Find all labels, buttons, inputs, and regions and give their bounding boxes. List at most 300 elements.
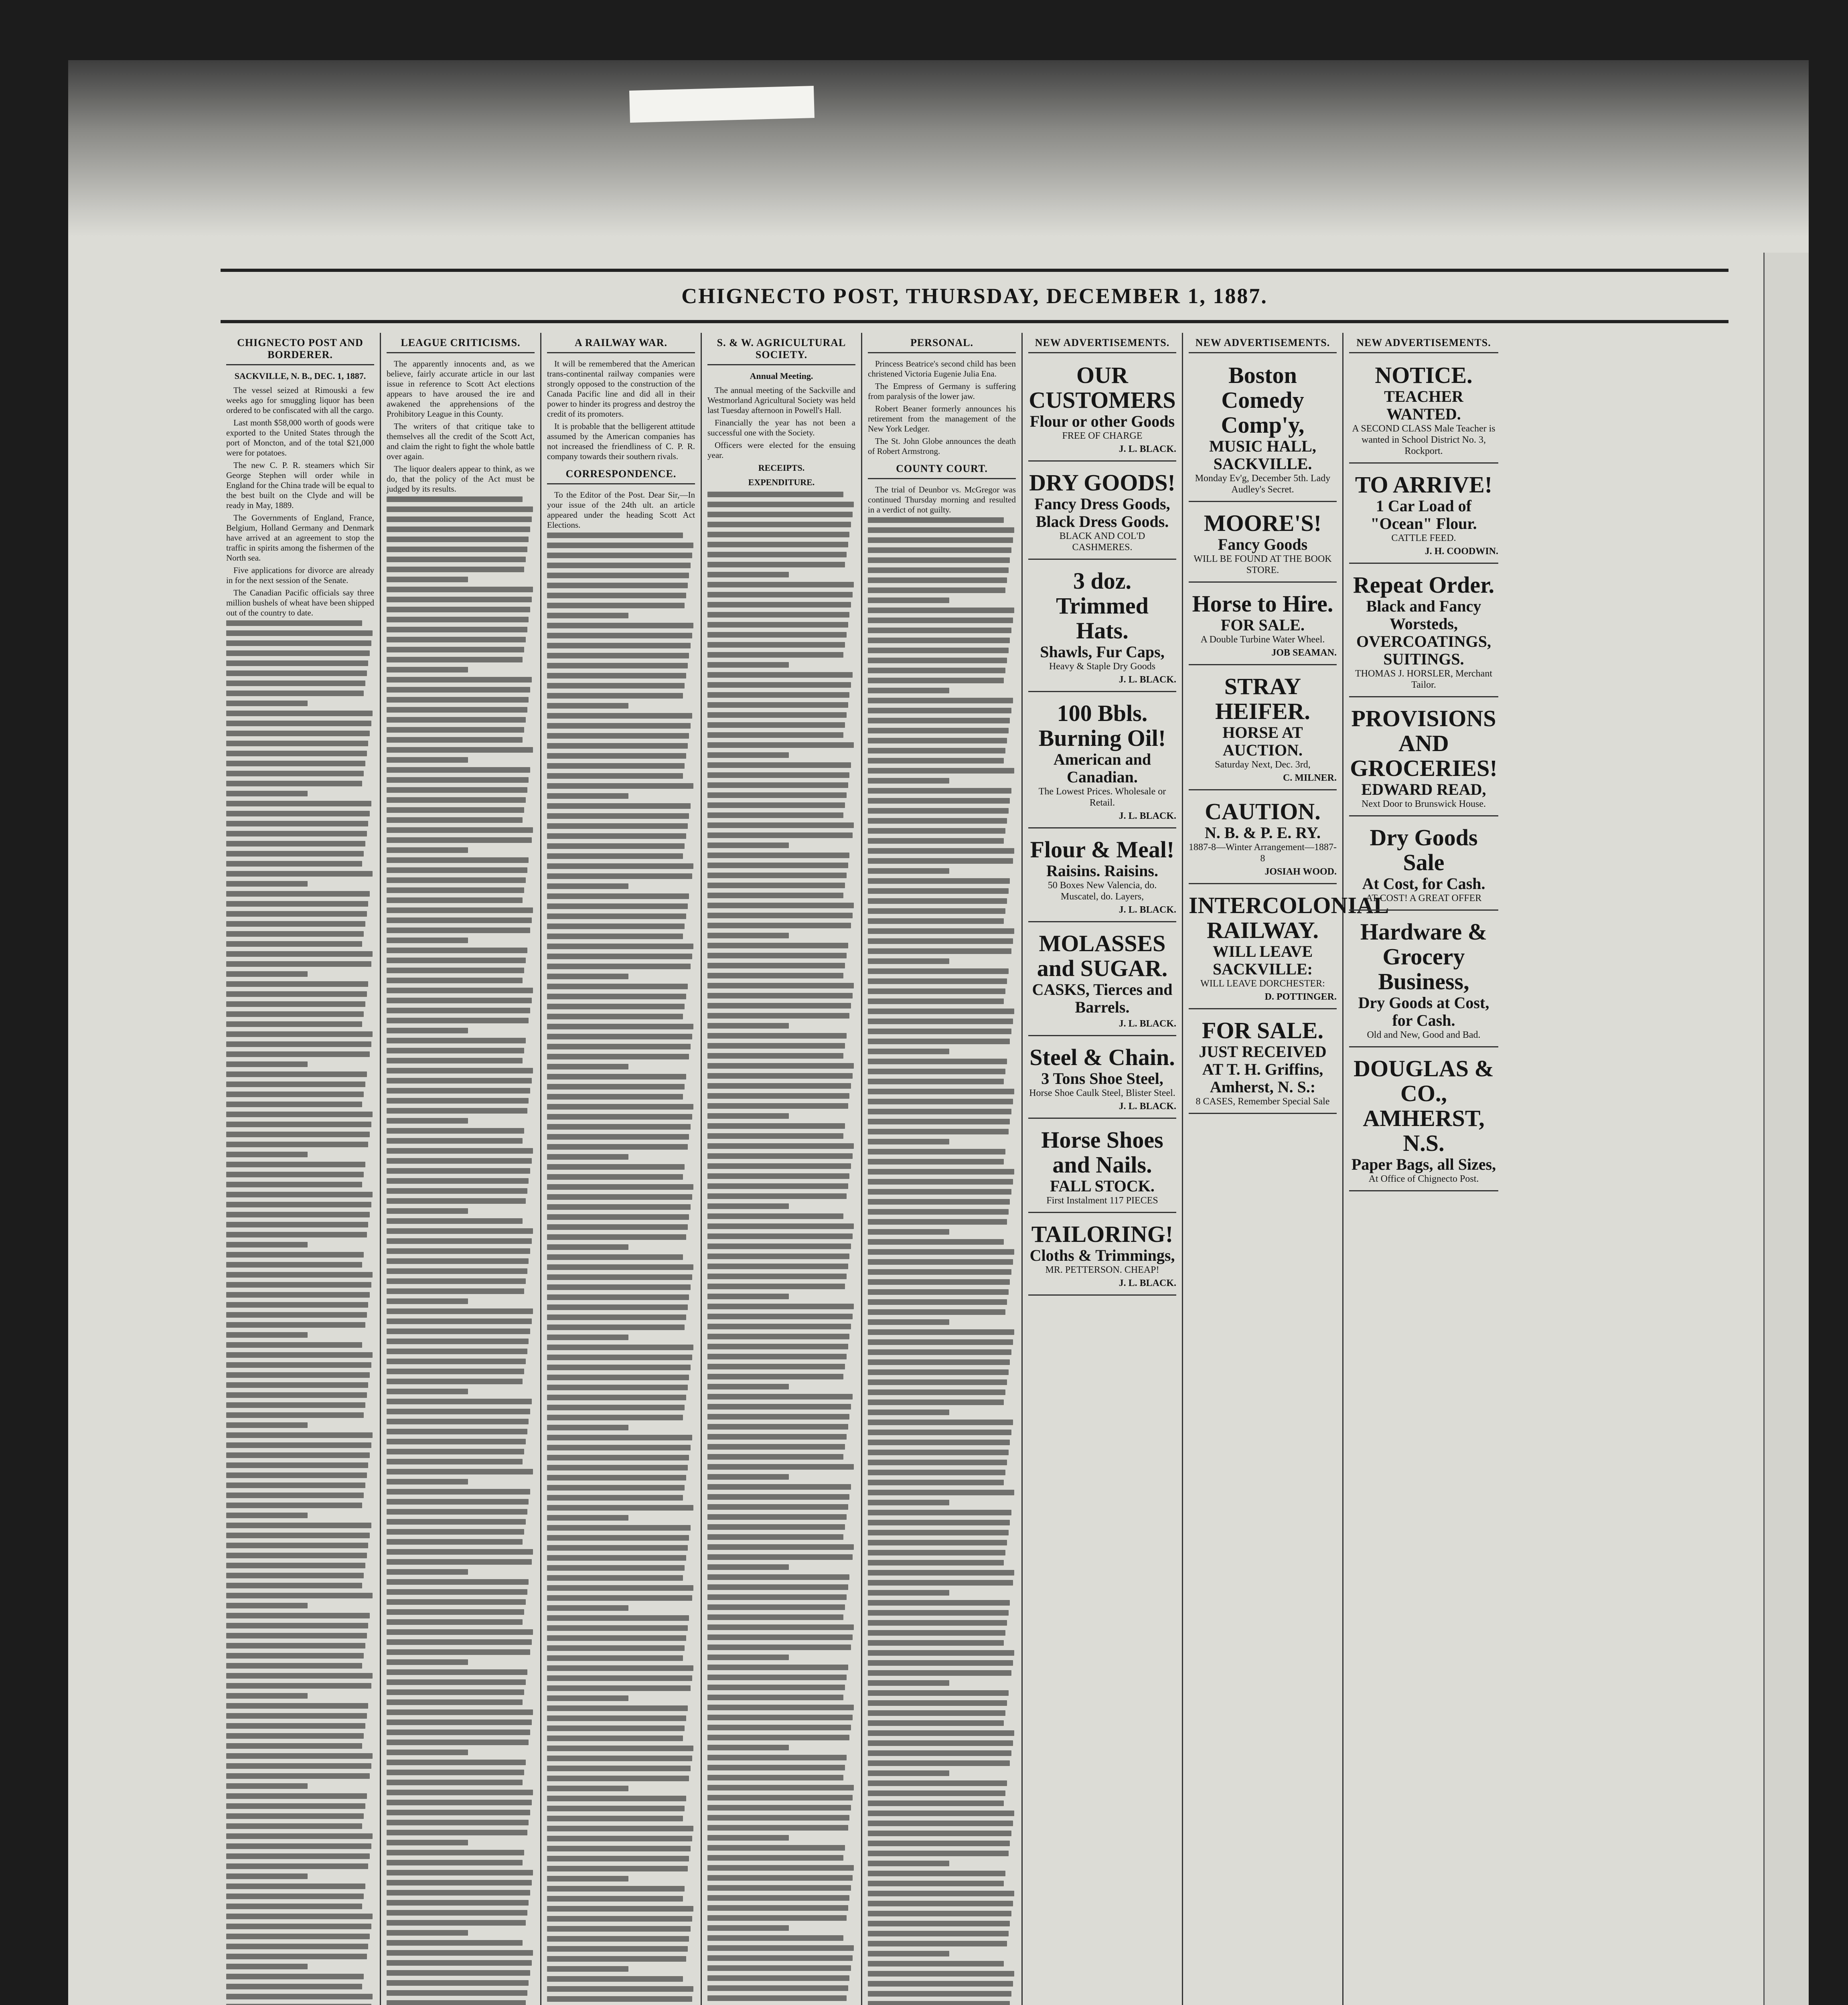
text-line (707, 1394, 853, 1399)
text-line (226, 1081, 365, 1087)
text-line (226, 1222, 368, 1227)
text-line (547, 783, 693, 789)
text-line (868, 1440, 1010, 1445)
text-line (547, 1816, 683, 1821)
advertisement (1028, 1218, 1176, 1296)
text-line (547, 1655, 683, 1661)
text-line (387, 1078, 532, 1084)
text-line (868, 1089, 1014, 1094)
text-line (707, 782, 848, 788)
ad-subhead: MUSIC HALL, SACKVILLE. (1209, 437, 1316, 473)
text-line (387, 767, 530, 773)
text-line (707, 1955, 853, 1961)
text-line (707, 1534, 843, 1540)
column-3-text (547, 359, 695, 462)
column-8 (1343, 333, 1504, 2005)
text-line (547, 1084, 685, 1090)
text-line (226, 1693, 308, 1699)
text-line (226, 881, 308, 887)
text-line (707, 1865, 854, 1871)
text-line (868, 628, 1011, 633)
text-line (387, 1860, 523, 1865)
ad-headline: STRAY HEIFER. (1215, 673, 1310, 724)
text-line (707, 652, 843, 658)
ad-signature: J. L. BLACK. (1119, 1101, 1176, 1112)
text-line (868, 838, 1004, 844)
text-line (387, 928, 530, 933)
text-line (707, 1444, 845, 1450)
text-line (547, 1034, 692, 1039)
text-line (226, 1553, 367, 1558)
text-line (387, 1379, 523, 1384)
text-line (547, 1796, 686, 1801)
text-line (547, 873, 692, 879)
text-line (387, 1870, 533, 1875)
text-line (547, 833, 686, 839)
correspondence-heading: CORRESPONDENCE. (547, 464, 695, 484)
text-line (387, 1278, 526, 1284)
text-line (707, 522, 851, 527)
ad-headline: MOLASSES and SUGAR. (1037, 930, 1168, 981)
text-line (387, 1429, 527, 1434)
text-line (547, 1996, 692, 2002)
text-line (226, 1262, 362, 1268)
text-line (707, 682, 851, 688)
text-line (387, 1178, 529, 1184)
text-line (387, 1038, 526, 1043)
text-line (226, 1853, 370, 1859)
ad-signature: J. L. BLACK. (1119, 444, 1176, 454)
column-1-heading: CHIGNECTO POST AND BORDERER. (226, 333, 374, 365)
text-line (707, 1484, 851, 1490)
text-line (547, 1385, 688, 1390)
text-line (387, 867, 527, 873)
advertisement (1189, 587, 1337, 665)
text-line (707, 1344, 848, 1349)
text-line (387, 697, 529, 703)
column-6 (1023, 333, 1183, 2005)
text-line (707, 1314, 853, 1319)
text-line (707, 1895, 849, 1901)
text-line (547, 623, 693, 628)
ad-subhead: WILL LEAVE SACKVILLE: (1212, 942, 1313, 978)
text-line (226, 861, 362, 867)
text-line (226, 981, 368, 987)
text-line (868, 567, 1009, 573)
text-line (868, 1349, 1011, 1355)
text-line (547, 1826, 693, 1831)
text-line (226, 731, 370, 736)
ad-detail: The Lowest Prices. Wholesale or Retail. (1038, 786, 1166, 808)
text-line (868, 1259, 1013, 1265)
text-line (226, 1813, 364, 1819)
text-line (226, 1803, 365, 1809)
ad-subhead: Cloths & Trimmings, (1029, 1246, 1175, 1264)
text-line (387, 506, 533, 512)
text-line (547, 723, 691, 729)
text-line (707, 933, 789, 938)
text-line (868, 818, 1007, 824)
text-line (707, 1023, 789, 1029)
text-line (547, 1535, 689, 1541)
text-line (868, 1740, 1013, 1746)
ad-detail: BLACK AND COL'D CASHMERES. (1059, 531, 1145, 553)
text-line (226, 1843, 371, 1849)
text-line (387, 617, 529, 622)
text-line (707, 1244, 851, 1249)
text-line (547, 924, 685, 929)
advertisement (1028, 359, 1176, 462)
text-line (387, 1128, 524, 1134)
text-line (707, 772, 849, 778)
text-line (387, 827, 533, 833)
text-line (868, 1249, 1014, 1255)
text-line (387, 1559, 532, 1565)
column-text-lines (868, 517, 1016, 2005)
ad-subhead: Paper Bags, all Sizes, (1351, 1155, 1496, 1173)
text-line (707, 853, 849, 858)
text-line (547, 733, 689, 739)
text-line (387, 1699, 523, 1705)
text-line (707, 642, 845, 648)
text-line (226, 1192, 373, 1197)
text-line (707, 672, 853, 678)
text-line (226, 1102, 362, 1107)
text-line (868, 1660, 1013, 1666)
text-line (707, 1875, 853, 1881)
text-line (387, 637, 526, 642)
text-line (707, 1264, 848, 1269)
text-line (868, 1811, 1014, 1816)
advertisement (1349, 915, 1498, 1047)
text-line (707, 843, 789, 848)
ad-subhead: EDWARD READ, (1361, 780, 1486, 798)
text-line (868, 597, 949, 603)
text-line (387, 1048, 524, 1053)
ad-subhead: Raisins. Raisins. (1046, 862, 1158, 880)
ad-headline: Steel & Chain. (1029, 1044, 1175, 1070)
text-line (868, 1399, 1004, 1405)
text-line (387, 2000, 526, 2005)
text-line (226, 1422, 308, 1428)
text-line (707, 983, 854, 988)
advertisement (1189, 670, 1337, 790)
text-line (868, 1450, 1009, 1455)
text-line (707, 1574, 849, 1580)
text-line (707, 1915, 847, 1921)
text-line (226, 620, 362, 626)
text-line (707, 1464, 854, 1470)
column-4-text (707, 385, 855, 460)
text-line (707, 873, 847, 878)
text-line (868, 1881, 1004, 1886)
text-line (226, 1162, 365, 1167)
text-line (387, 1629, 533, 1635)
text-line (868, 708, 1011, 713)
text-line (707, 923, 851, 928)
text-line (547, 1214, 689, 1220)
text-line (547, 1314, 686, 1320)
text-line (226, 1954, 367, 1959)
text-line (226, 1402, 365, 1408)
text-line (547, 964, 691, 969)
text-line (868, 1760, 1010, 1766)
ad-signature: JOB SEAMAN. (1271, 648, 1337, 658)
text-line (547, 543, 693, 548)
text-line (387, 797, 526, 803)
text-line (868, 618, 1013, 623)
ad-headline: Hardware & Grocery Business, (1360, 919, 1487, 994)
text-line (868, 577, 1007, 583)
column-text-lines (707, 492, 855, 2005)
text-line (226, 1994, 373, 1999)
expenditure-heading: EXPENDITURE. (748, 477, 815, 487)
text-line (707, 1083, 851, 1089)
text-line (226, 1833, 373, 1839)
text-line (387, 1549, 533, 1555)
text-line (387, 667, 468, 672)
court-paragraph: The trial of Deunbor vs. McGregor was continued Thursday morning and resulted in a verdict of not guilty. (868, 485, 1016, 514)
ad-signature: J. L. BLACK. (1119, 1278, 1176, 1288)
text-line (707, 1935, 843, 1941)
scan-paper-tag (629, 86, 815, 123)
text-line (547, 743, 688, 749)
text-line (387, 597, 532, 602)
text-line (707, 1404, 851, 1410)
text-line (226, 971, 308, 977)
text-line (868, 1069, 1005, 1074)
text-line (868, 1490, 1014, 1495)
ad-detail: Heavy & Staple Dry Goods (1049, 661, 1156, 672)
ad-headline: Dry Goods Sale (1370, 824, 1478, 875)
text-line (226, 1643, 365, 1649)
text-line (707, 1524, 845, 1530)
text-line (868, 1079, 1004, 1084)
text-line (547, 1906, 693, 1912)
text-line (387, 1308, 533, 1314)
text-line (387, 1138, 523, 1144)
text-line (868, 2001, 1010, 2005)
text-line (868, 1129, 1009, 1134)
text-line (868, 1590, 949, 1596)
text-line (868, 1099, 1013, 1104)
text-line (707, 1213, 843, 1219)
text-line (226, 791, 308, 796)
text-line (868, 1891, 1014, 1896)
text-line (547, 1164, 685, 1170)
advertisement (1349, 569, 1498, 697)
text-line (547, 913, 686, 919)
text-line (387, 1980, 529, 1986)
text-line (387, 587, 533, 592)
column-3-heading: A RAILWAY WAR. (547, 333, 695, 353)
text-line (707, 1584, 848, 1590)
text-line (226, 1753, 373, 1759)
text-line (868, 948, 1011, 954)
text-line (387, 1339, 529, 1344)
ad-subhead: FOR SALE. (1221, 616, 1305, 634)
text-line (868, 1309, 1005, 1315)
text-line (547, 1184, 693, 1190)
text-line (387, 897, 523, 903)
ad-detail: WILL BE FOUND AT THE BOOK STORE. (1194, 554, 1332, 575)
text-line (547, 1986, 693, 1992)
scan-top-edge (68, 60, 1809, 237)
text-line (387, 1669, 527, 1675)
text-line (547, 1515, 628, 1521)
text-line (387, 1850, 524, 1855)
text-line (547, 1475, 686, 1480)
text-line (868, 728, 1009, 733)
text-line (868, 1329, 1014, 1335)
text-line (226, 1613, 370, 1618)
text-line (707, 1223, 854, 1229)
text-line (387, 1589, 527, 1595)
text-line (387, 527, 530, 532)
text-line (387, 1499, 529, 1505)
ad-detail: Saturday Next, Dec. 3rd, (1215, 759, 1311, 770)
text-line (707, 762, 851, 768)
text-line (387, 1188, 527, 1194)
text-line (547, 1635, 686, 1641)
text-line (868, 1139, 949, 1144)
text-line (707, 512, 853, 517)
text-line (547, 1194, 692, 1200)
text-line (226, 1924, 371, 1929)
text-line (868, 768, 1014, 774)
dateline: SACKVILLE, N. B., DEC. 1, 1887. (234, 371, 366, 381)
text-line (387, 1750, 468, 1755)
text-line (547, 1665, 693, 1671)
text-line (707, 883, 845, 888)
text-line (707, 552, 847, 557)
text-line (226, 851, 364, 857)
ad-subhead: 3 Tons Shoe Steel, (1041, 1069, 1163, 1088)
text-line (547, 994, 686, 999)
text-line (226, 1623, 368, 1628)
news-item: The new C. P. R. steamers which Sir George Stephen will order while in England for the China trade will be equal to the best built on the Clyde and will be ready in May, 1889. (226, 460, 374, 510)
text-line (387, 677, 532, 683)
text-line (868, 1610, 1009, 1616)
text-line (707, 903, 854, 908)
text-line (226, 1332, 308, 1338)
text-line (547, 1204, 691, 1210)
text-line (387, 1950, 533, 1956)
text-line (868, 938, 1013, 944)
text-line (547, 1806, 685, 1811)
text-line (868, 1109, 1011, 1114)
text-line (868, 1540, 1007, 1545)
text-line (707, 532, 849, 537)
columns (221, 333, 1728, 2005)
text-line (226, 811, 370, 816)
text-line (226, 1563, 365, 1568)
ad-detail: MR. PETTERSON. CHEAP! (1045, 1265, 1159, 1275)
text-line (547, 1876, 628, 1881)
text-line (387, 547, 527, 552)
text-line (226, 1713, 367, 1719)
personal-item: The Empress of Germany is suffering from paralysis of the lower jaw. (868, 381, 1016, 401)
personal-item: Robert Beaner formerly announces his retirement from the management of the New York Ledger. (868, 404, 1016, 433)
ad-subhead: JUST RECEIVED AT T. H. Griffins, Amherst, N. S.: (1199, 1043, 1327, 1096)
text-line (226, 1482, 365, 1488)
text-line (387, 1439, 526, 1444)
column-text-lines (547, 533, 695, 2005)
text-line (387, 998, 532, 1003)
text-line (226, 1362, 371, 1368)
advertisement (1028, 833, 1176, 922)
text-line (226, 941, 362, 947)
text-line (387, 737, 523, 743)
text-line (387, 1479, 468, 1485)
text-line (868, 718, 1010, 723)
ad-signature: J. L. BLACK. (1119, 811, 1176, 821)
text-line (707, 1043, 845, 1049)
ad-detail: Next Door to Brunswick House. (1362, 799, 1486, 809)
text-line (547, 1014, 683, 1019)
text-line (547, 1615, 689, 1621)
text-line (226, 1061, 308, 1067)
text-line (387, 1900, 529, 1906)
text-line (868, 1550, 1005, 1555)
ad-signature: JOSIAH WOOD. (1264, 867, 1337, 877)
text-line (226, 721, 371, 726)
text-line (707, 592, 853, 597)
text-line (387, 1529, 524, 1535)
article-paragraph: The writers of that critique take to themselves all the credit of the Scott Act, and claim the right to fight the whole battle over again. (387, 421, 535, 461)
text-line (226, 1763, 371, 1769)
text-line (707, 1835, 789, 1841)
text-line (707, 1675, 847, 1680)
text-line (868, 1149, 1005, 1154)
court-text (868, 485, 1016, 515)
text-line (707, 1965, 851, 1971)
ad-headline: MOORE'S! (1204, 510, 1322, 536)
text-line (226, 711, 373, 716)
text-line (226, 1071, 367, 1077)
text-line (226, 1272, 373, 1278)
text-line (226, 1733, 364, 1739)
advertisement (1189, 1014, 1337, 1114)
text-line (387, 1459, 523, 1464)
text-line (387, 1268, 527, 1274)
text-line (868, 1269, 1011, 1275)
text-line (547, 613, 628, 618)
text-line (707, 1474, 789, 1480)
text-line (387, 1419, 529, 1424)
text-line (707, 1143, 854, 1149)
text-line (868, 1410, 949, 1415)
text-line (387, 1940, 523, 1946)
text-line (707, 832, 853, 838)
text-line (547, 903, 688, 909)
masthead (221, 269, 1728, 323)
text-line (387, 857, 529, 863)
ad-detail: CATTLE FEED. (1391, 533, 1456, 543)
text-line (226, 1633, 367, 1638)
text-line (226, 1974, 364, 1979)
advertisement (1028, 697, 1176, 828)
text-line (868, 1861, 949, 1866)
text-line (387, 1619, 523, 1625)
text-line (547, 533, 683, 538)
text-line (707, 1123, 845, 1129)
text-line (868, 1039, 1010, 1044)
text-line (707, 1995, 847, 2001)
text-line (868, 638, 1010, 643)
text-line (547, 1936, 689, 1942)
text-line (547, 1856, 689, 1861)
